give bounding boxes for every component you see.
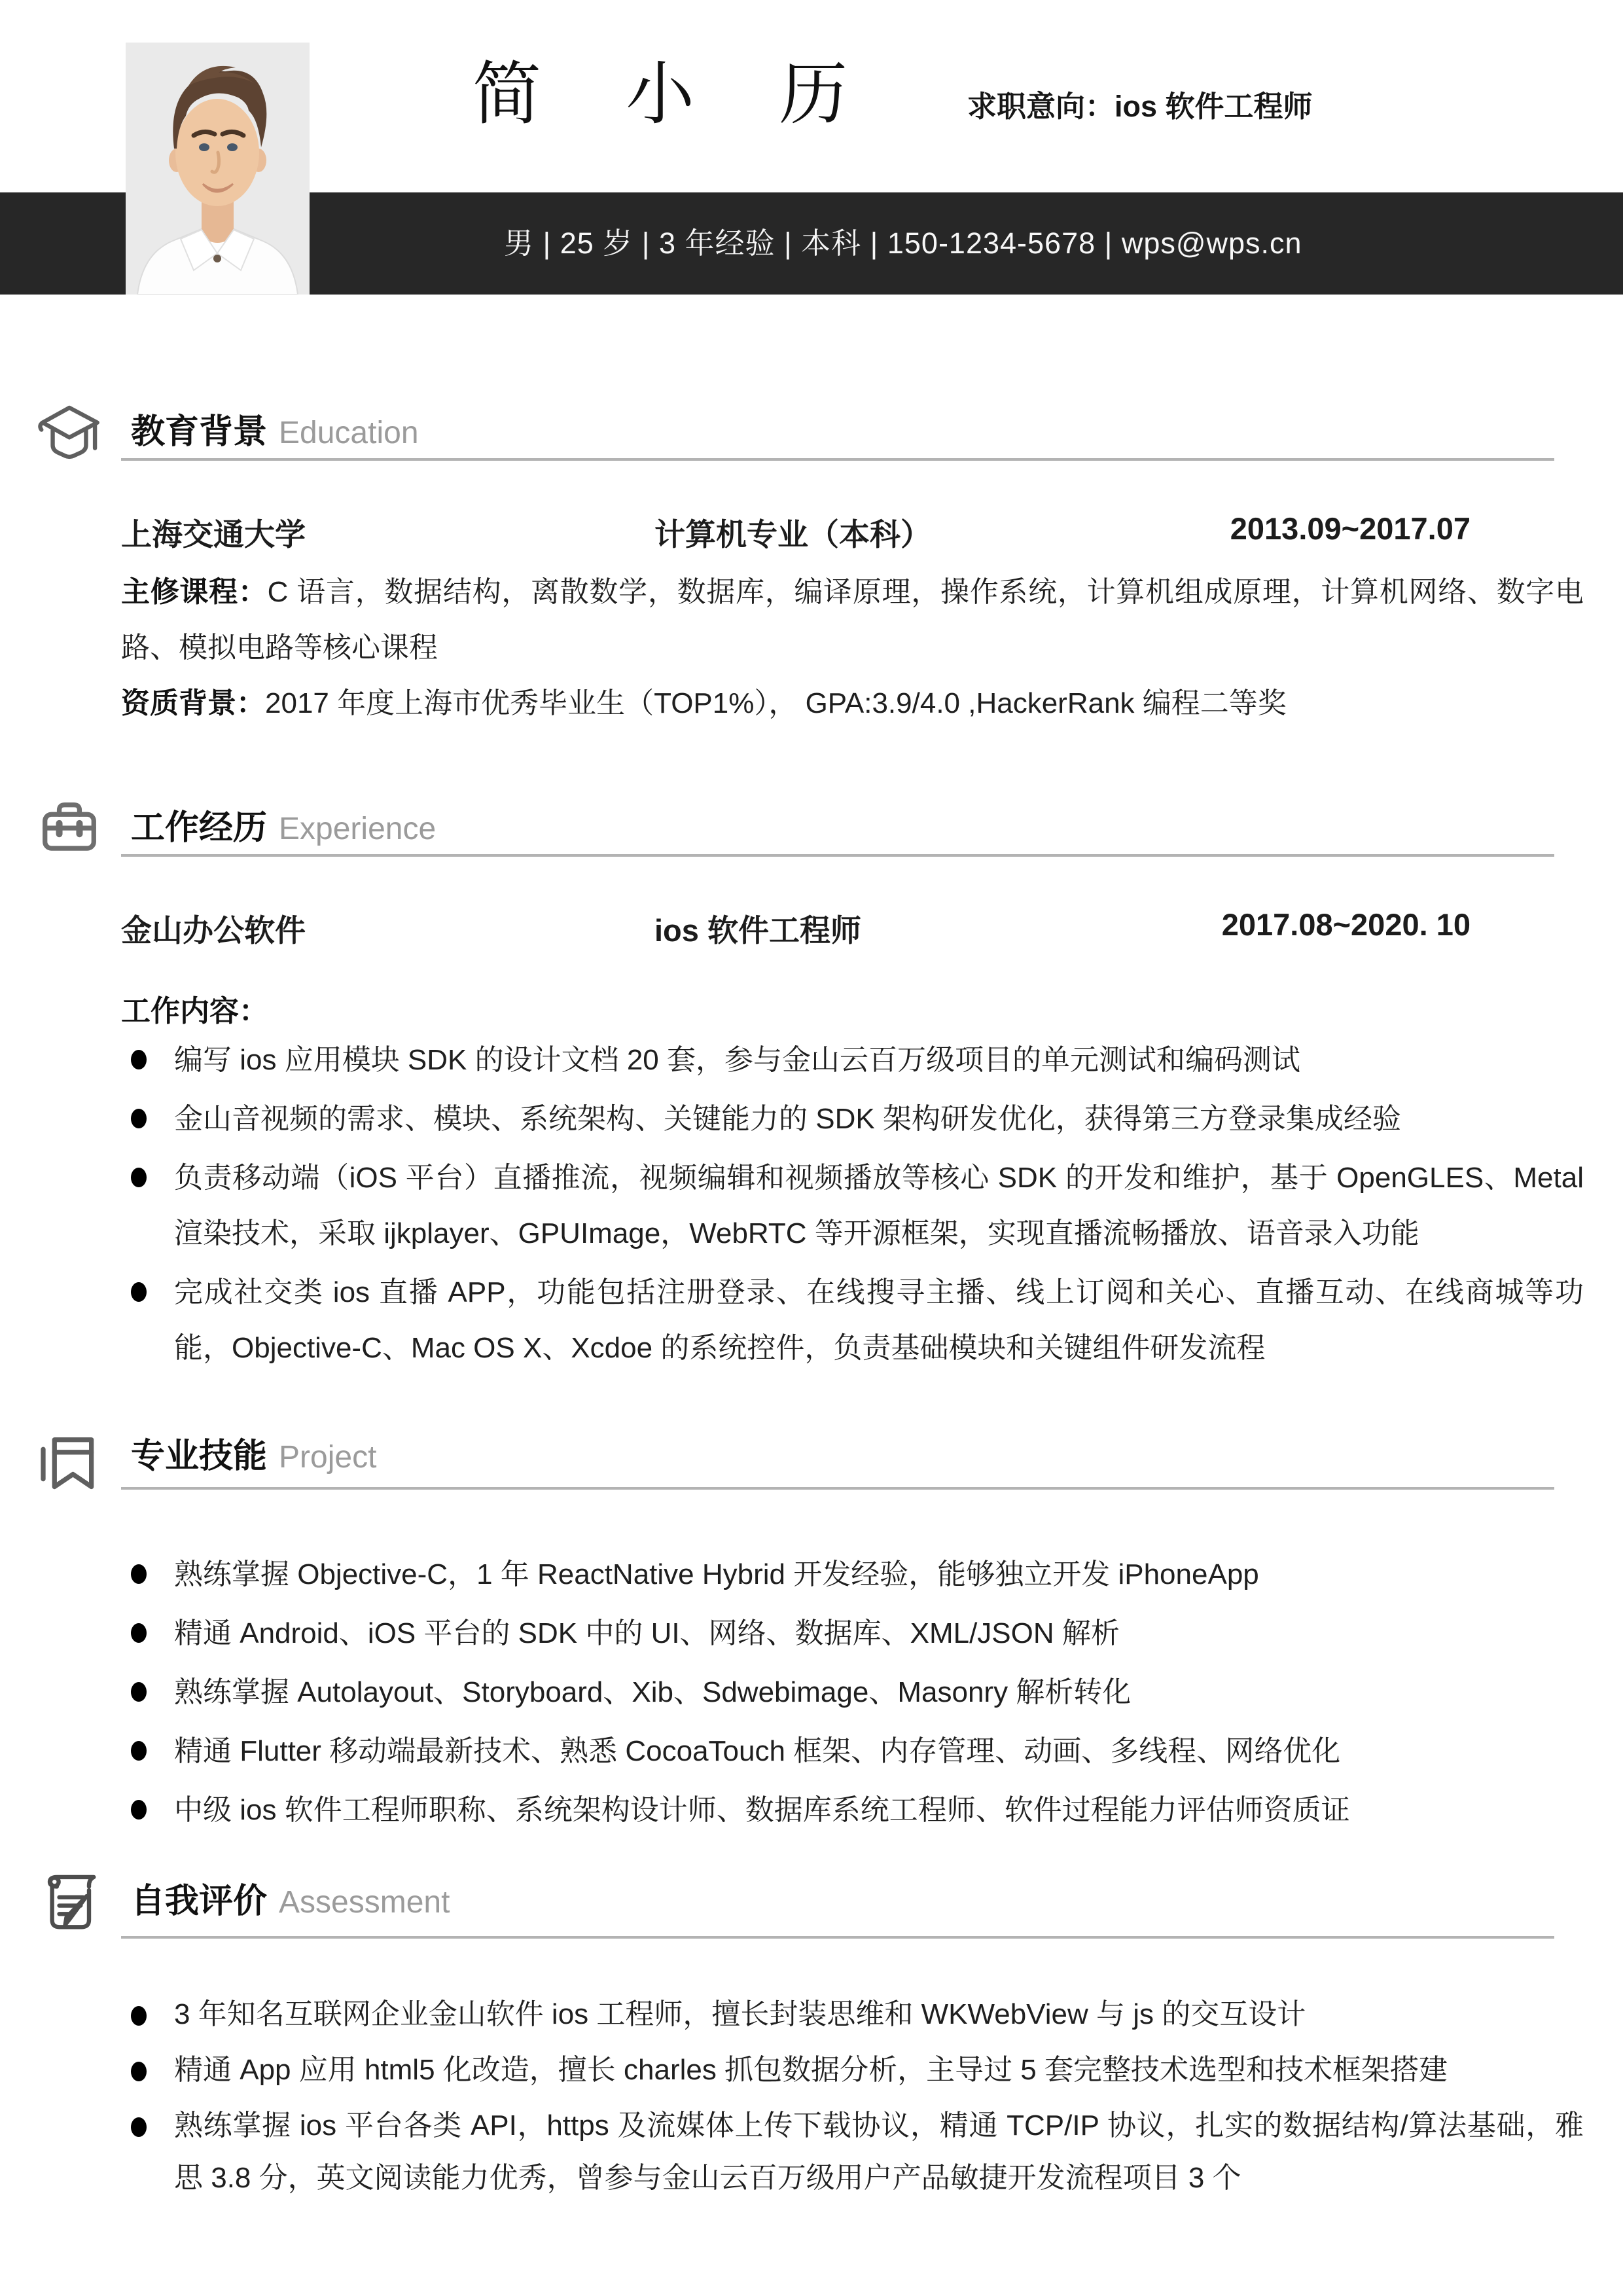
experience-entry-row [0,906,1623,947]
bullet-icon [131,1564,147,1584]
bookmark-icon [37,1431,102,1497]
bullet-icon [131,2006,147,2026]
list-item: 精通 Flutter 移动端最新技术、熟悉 CocoaTouch 框架、内存管理、动画、多线程、网络优化 [131,1723,1584,1779]
section-title-en: Education [279,416,419,450]
briefcase-icon [37,797,102,862]
section-title-en: Experience [279,812,437,846]
section-title-zh: 自我评价 [131,1882,268,1920]
section-title-en: Project [279,1440,377,1475]
role-name: ios 软件工程师 [654,913,861,948]
bullet-icon [131,2117,147,2137]
work-content-label: 工作内容： [121,994,269,1028]
bullet-icon [131,1741,147,1761]
education-period: 2013.09~2017.07 [1230,511,1471,546]
list-item: 3 年知名互联网企业金山软件 ios 工程师，擅长封装思维和 WKWebView 与 js 的交互设计 [131,1988,1584,2041]
assessment-bullet-list [131,1988,1584,2208]
profile-photo [126,43,310,295]
section-title-assessment [131,1874,450,1929]
experience-period: 2017.08~2020. 10 [1221,907,1471,942]
section-title-skills [131,1429,376,1484]
section-divider [121,1936,1554,1939]
graduation-cap-icon [37,401,102,466]
bullet-icon [131,1050,147,1069]
section-title-experience [131,800,436,855]
candidate-name: 简 小 历 [473,56,881,133]
bullet-icon [131,1623,147,1643]
bullet-icon [131,1682,147,1702]
list-item: 熟练掌握 Objective-C，1 年 ReactNative Hybrid 开发经验，能够独立开发 iPhoneApp [131,1547,1584,1602]
bullet-icon [131,2062,147,2081]
notepad-pencil-icon [37,1870,102,1935]
list-item: 完成社交类 ios 直播 APP，功能包括注册登录、在线搜寻主播、线上订阅和关心、直播互动、在线商城等功能，Objective-C、Mac OS X、Xcdoe 的系统控件，负责基础模块和关键组件研发流程 [131,1265,1584,1376]
courses-label: 主修课程： [121,576,268,608]
education-details [121,564,1584,731]
section-title-zh: 教育背景 [131,413,268,451]
bullet-icon [131,1282,147,1302]
avatar [126,43,310,295]
job-intent: 求职意向：ios 软件工程师 [967,90,1313,123]
section-divider [121,458,1554,461]
experience-bullet-list [131,1032,1584,1379]
skills-bullet-list [131,1547,1584,1841]
bullet-icon [131,1168,147,1187]
list-item: 熟练掌握 ios 平台各类 API，https 及流媒体上传下载协议，精通 TCP/IP 协议，扎实的数据结构/算法基础，雅思 3.8 分，英文阅读能力优秀，曾参与金山云百万级用户产品敏捷开发流程项目 3 个 [131,2100,1584,2204]
section-divider [121,1487,1554,1490]
section-divider [121,854,1554,857]
education-entry-row [0,511,1623,551]
list-item: 编写 ios 应用模块 SDK 的设计文档 20 套，参与金山云百万级项目的单元测试和编码测试 [131,1032,1584,1088]
section-title-education [131,404,419,459]
section-title-zh: 专业技能 [131,1437,268,1475]
courses-text: C 语言，数据结构，离散数学，数据库，编译原理，操作系统，计算机组成原理，计算机网络、数字电路、模拟电路等核心课程 [121,576,1584,664]
list-item: 金山音视频的需求、模块、系统架构、关键能力的 SDK 架构研发优化，获得第三方登录集成经验 [131,1091,1584,1147]
list-item: 熟练掌握 Autolayout、Storyboard、Xib、Sdwebimage、Masonry 解析转化 [131,1664,1584,1720]
list-item: 中级 ios 软件工程师职称、系统架构设计师、数据库系统工程师、软件过程能力评估师资质证 [131,1782,1584,1838]
list-item: 精通 App 应用 html5 化改造，擅长 charles 抓包数据分析，主导过 5 套完整技术选型和技术框架搭建 [131,2044,1584,2096]
section-title-zh: 工作经历 [131,809,268,847]
section-title-en: Assessment [279,1885,450,1920]
company-name: 金山办公软件 [121,913,306,948]
school-name: 上海交通大学 [121,517,306,552]
bullet-icon [131,1109,147,1128]
bullet-icon [131,1800,147,1820]
major-name: 计算机专业（本科） [654,517,931,552]
quals-text: 2017 年度上海市优秀毕业生（TOP1%）， GPA:3.9/4.0 ,HackerRank 编程二等奖 [265,687,1287,719]
quals-label: 资质背景： [121,687,265,719]
list-item: 精通 Android、iOS 平台的 SDK 中的 UI、网络、数据库、XML/JSON 解析 [131,1605,1584,1661]
list-item: 负责移动端（iOS 平台）直播推流，视频编辑和视频播放等核心 SDK 的开发和维护，基于 OpenGLES、Metal 渲染技术，采取 ijkplayer、GPUImage，WebRTC 等开源框架，实现直播流畅播放、语音录入功能 [131,1150,1584,1261]
personal-info-line: 男 | 25 岁 | 3 年经验 | 本科 | 150-1234-5678 | wps@wps.cn [504,226,1302,260]
